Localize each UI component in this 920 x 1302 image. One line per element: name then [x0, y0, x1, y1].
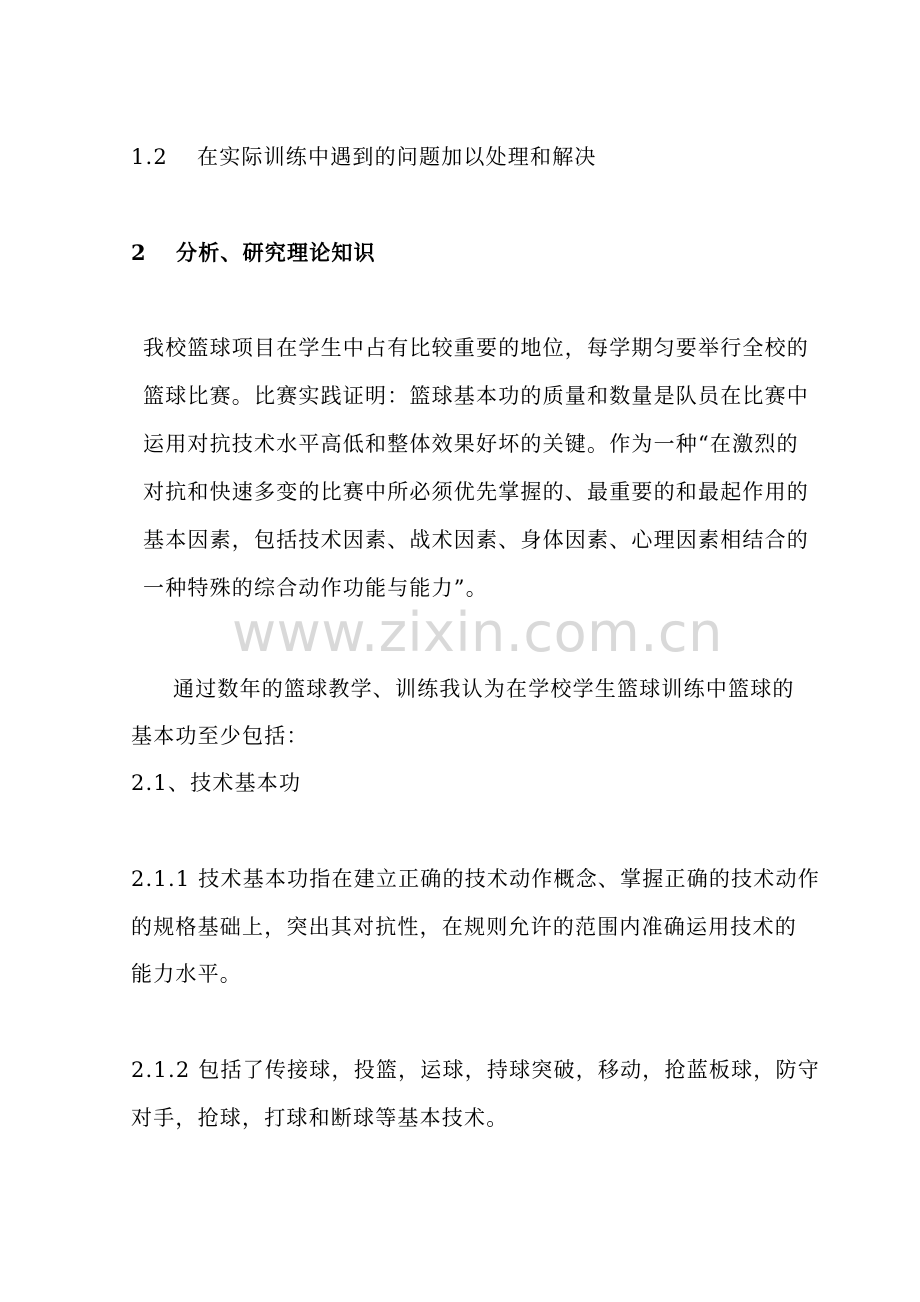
- section-title: 分析、研究理论知识: [176, 240, 376, 265]
- paragraph-line: 通过数年的篮球教学、训练我认为在学校学生篮球训练中篮球的: [173, 677, 795, 701]
- section-1-2-heading: [131, 142, 597, 172]
- section-2-heading: [131, 238, 376, 268]
- paragraph-line: 基本因素，包括技术因素、战术因素、身体因素、心理因素相结合的: [143, 528, 809, 552]
- paragraph-line: 运用对抗技术水平高低和整体效果好坏的关键。作为一种“在激烈的: [143, 432, 799, 456]
- paragraph-line: 2.1.1 技术基本功指在建立正确的技术动作概念、掌握正确的技术动作: [131, 867, 820, 891]
- paragraph-line: 篮球比赛。比赛实践证明：篮球基本功的质量和数量是队员在比赛中: [143, 384, 809, 408]
- section-number: 2: [131, 240, 147, 265]
- paragraph-line: 一种特殊的综合动作功能与能力”。: [143, 576, 488, 600]
- paragraph-line: 对抗和快速多变的比赛中所必须优先掌握的、最重要的和最起作用的: [143, 480, 809, 504]
- paragraph-line: 的规格基础上，突出其对抗性，在规则允许的范围内准确运用技术的: [131, 915, 797, 939]
- watermark: www.zixin.com.cn: [232, 601, 723, 664]
- paragraph-line: 对手，抢球，打球和断球等基本技术。: [131, 1106, 509, 1130]
- paragraph-line: 2.1.2 包括了传接球，投篮，运球，持球突破，移动，抢蓝板球，防守: [131, 1058, 820, 1082]
- section-2-1-heading: 2.1、技术基本功: [131, 771, 302, 795]
- section-title: 在实际训练中遇到的问题加以处理和解决: [197, 145, 597, 169]
- paragraph-line: 基本功至少包括：: [131, 724, 309, 748]
- paragraph-line: 能力水平。: [131, 962, 242, 986]
- section-number: 1.2: [131, 145, 168, 169]
- paragraph-line: 我校篮球项目在学生中占有比较重要的地位，每学期匀要举行全校的: [143, 336, 809, 360]
